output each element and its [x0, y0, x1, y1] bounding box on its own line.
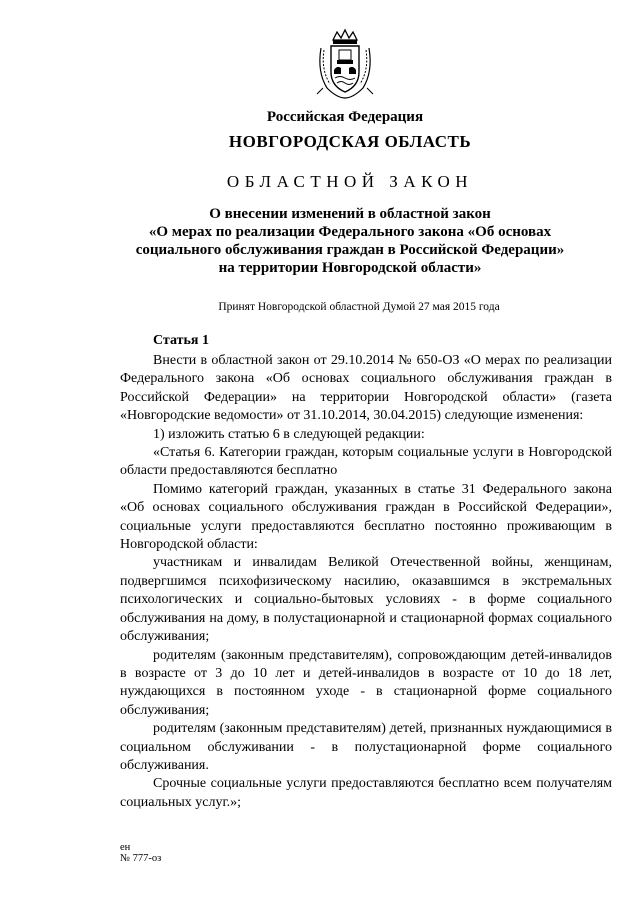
paragraph: Срочные социальные услуги предоставляются бесплатно всем получателям социальных услуг.»;: [120, 776, 612, 810]
law-title-line: социального обслуживания граждан в Российской Федерации»: [135, 242, 565, 258]
region-name: НОВГОРОДСКАЯ ОБЛАСТЬ: [228, 132, 472, 151]
paragraph: «Статья 6. Категории граждан, которым социальные услуги в Новгородской области предоставляются бесплатно: [120, 445, 612, 479]
article-body: [120, 352, 612, 812]
footer-number: № 777-оз: [120, 853, 162, 864]
law-title-line: О внесении изменений в областной закон: [209, 206, 491, 222]
adoption-note: Принят Новгородской областной Думой 27 мая 2015 года: [218, 301, 500, 313]
law-title-line: «О мерах по реализации Федерального закона «Об основах: [148, 224, 552, 240]
country-name: Российская Федерация: [266, 109, 424, 125]
document-type: ОБЛАСТНОЙ ЗАКОН: [226, 172, 474, 191]
law-title-line: на территории Новгородской области»: [218, 260, 482, 276]
footer-reference: [120, 842, 161, 864]
paragraph: участникам и инвалидам Великой Отечественной войны, женщинам, подвергшимся психофизическому насилию, оказавшимся в экстремальных психологических и социально-бытовых условиях - в форме социального обслуживания на дому, в полустационарной и стационарной формах социального обслуживания;: [120, 555, 612, 645]
paragraph: родителям (законным представителям) детей, признанных нуждающимися в социальном обслуживании - в полустационарной форме социального обслуживания.: [120, 721, 612, 773]
footer-initials: ен: [120, 842, 131, 853]
paragraph: Внести в областной закон от 29.10.2014 № 650-ОЗ «О мерах по реализации Федерального закона «Об основах социального обслуживания граждан в Российской Федерации» на территории Новгородской области» (газета «Новгородские ведомости» от 31.10.2014, 30.04.2015) следующие изменения:: [120, 353, 612, 424]
article-heading: Статья 1: [153, 333, 209, 348]
law-title: [110, 205, 590, 277]
paragraph: Помимо категорий граждан, указанных в статье 31 Федерального закона «Об основах социального обслуживания граждан в Российской Федерации», социальные услуги предоставляются бесплатно постоянно проживающим в Новгородской области:: [120, 481, 612, 553]
paragraph: 1) изложить статью 6 в следующей редакции:: [153, 426, 425, 442]
paragraph: родителям (законным представителям), сопровождающим детей-инвалидов в возрасте от 3 до 10 лет и детей-инвалидов в возрасте от 10 до 18 лет, нуждающихся в постоянном уходе - в стационарной форме социального обслуживания;: [120, 647, 612, 718]
coat-of-arms-icon: [313, 28, 377, 100]
